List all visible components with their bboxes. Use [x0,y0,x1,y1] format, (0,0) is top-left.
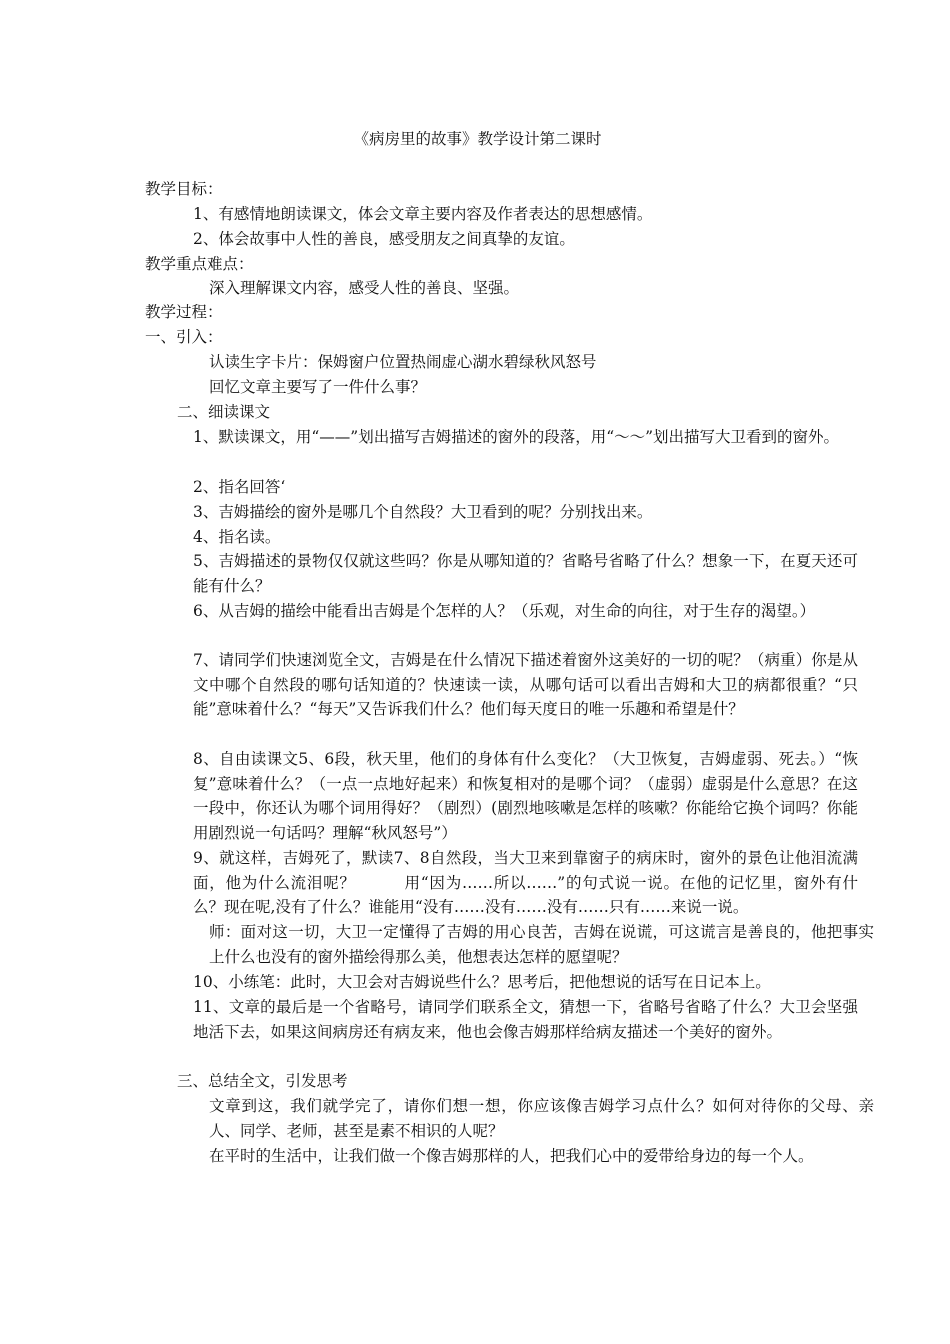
step-11: 11、文章的最后是一个省略号，请同学们联系全文，猜想一下，省略号省略了什么？大卫会坚强地活下去，如果这间病房还有病友来，他也会像吉姆那样给病友描述一个美好的窗外。 [193,998,858,1041]
step-3: 3、吉姆描绘的窗外是哪几个自然段？大卫看到的呢？分别找出来。 [193,503,653,521]
part1-line-1: 认读生字卡片：保姆窗户位置热闹虚心湖水碧绿秋风怒号 [209,353,597,371]
step-8: 8、自由读课文5、6段，秋天里，他们的身体有什么变化？（大卫恢复，吉姆虚弱、死去。）“恢复”意味着什么？（一点一点地好起来）和恢复相对的是哪个词？（虚弱）虚弱是什么意思？在这一段中，你还认为哪个词用得好？（剧烈）(剧烈地咳嗽是怎样的咳嗽？你能给它换个词吗？你能用剧烈说一句话吗？理解“秋风怒号”） [193,750,858,842]
goal-2: 2、体会故事中人性的善良，感受朋友之间真挚的友谊。 [193,230,575,248]
part1-heading: 一、引入： [145,328,223,346]
part2-heading: 二、细读课文 [177,403,271,421]
step-2: 2、指名回答‘ [193,478,286,496]
summary-1: 文章到这，我们就学完了，请你们想一想，你应该像吉姆学习点什么？如何对待你的父母、亲人、同学、老师，甚至是素不相识的人呢？ [209,1097,874,1140]
process-heading: 教学过程： [145,303,223,321]
goals-heading: 教学目标： [145,180,223,198]
key-text: 深入理解课文内容，感受人性的善良、坚强。 [209,279,520,297]
part3-heading: 三、总结全文，引发思考 [177,1072,348,1090]
summary-2: 在平时的生活中，让我们做一个像吉姆那样的人，把我们心中的爱带给身边的每一个人。 [209,1147,814,1165]
step-1: 1、默读课文，用“——”划出描写吉姆描述的窗外的段落，用“～～”划出描写大卫看到的窗外。 [193,428,840,446]
step-9: 9、就这样，吉姆死了，默读7、8自然段，当大卫来到靠窗子的病床时，窗外的景色让他泪流满面，他为什么流泪呢？ 用“因为……所以……”的句式说一说。在他的记忆里，窗外有什么？现在呢,没有了什么？谁能用“没有……没有……没有……只有……来说一说。 [193,849,858,916]
goal-1: 1、有感情地朗读课文，体会文章主要内容及作者表达的思想感情。 [193,205,653,223]
step-10: 10、小练笔：此时，大卫会对吉姆说些什么？思考后，把他想说的话写在日记本上。 [193,973,771,991]
step-4: 4、指名读。 [193,528,281,546]
step-6: 6、从吉姆的描绘中能看出吉姆是个怎样的人？（乐观，对生命的向往，对于生存的渴望。） [193,602,816,620]
step-5: 5、吉姆描述的景物仅仅就这些吗？你是从哪知道的？省略号省略了什么？想象一下，在夏天还可能有什么？ [193,552,858,595]
step-7: 7、请同学们快速浏览全文，吉姆是在什么情况下描述着窗外这美好的一切的呢？（病重）你是从文中哪个自然段的哪句话知道的？快速读一读，从哪句话可以看出吉姆和大卫的病都很重？“只能”意味着什么？“每天”又告诉我们什么？他们每天度日的唯一乐趣和希望是什？ [193,651,858,718]
part1-line-2: 回忆文章主要写了一件什么事？ [209,378,427,396]
document-title: 《病房里的故事》教学设计第二课时 [353,130,602,148]
teacher-note: 师：面对这一切，大卫一定懂得了吉姆的用心良苦，吉姆在说谎，可这谎言是善良的，他把事实上什么也没有的窗外描绘得那么美，他想表达怎样的愿望呢？ [209,923,874,966]
key-heading: 教学重点难点： [145,255,254,273]
